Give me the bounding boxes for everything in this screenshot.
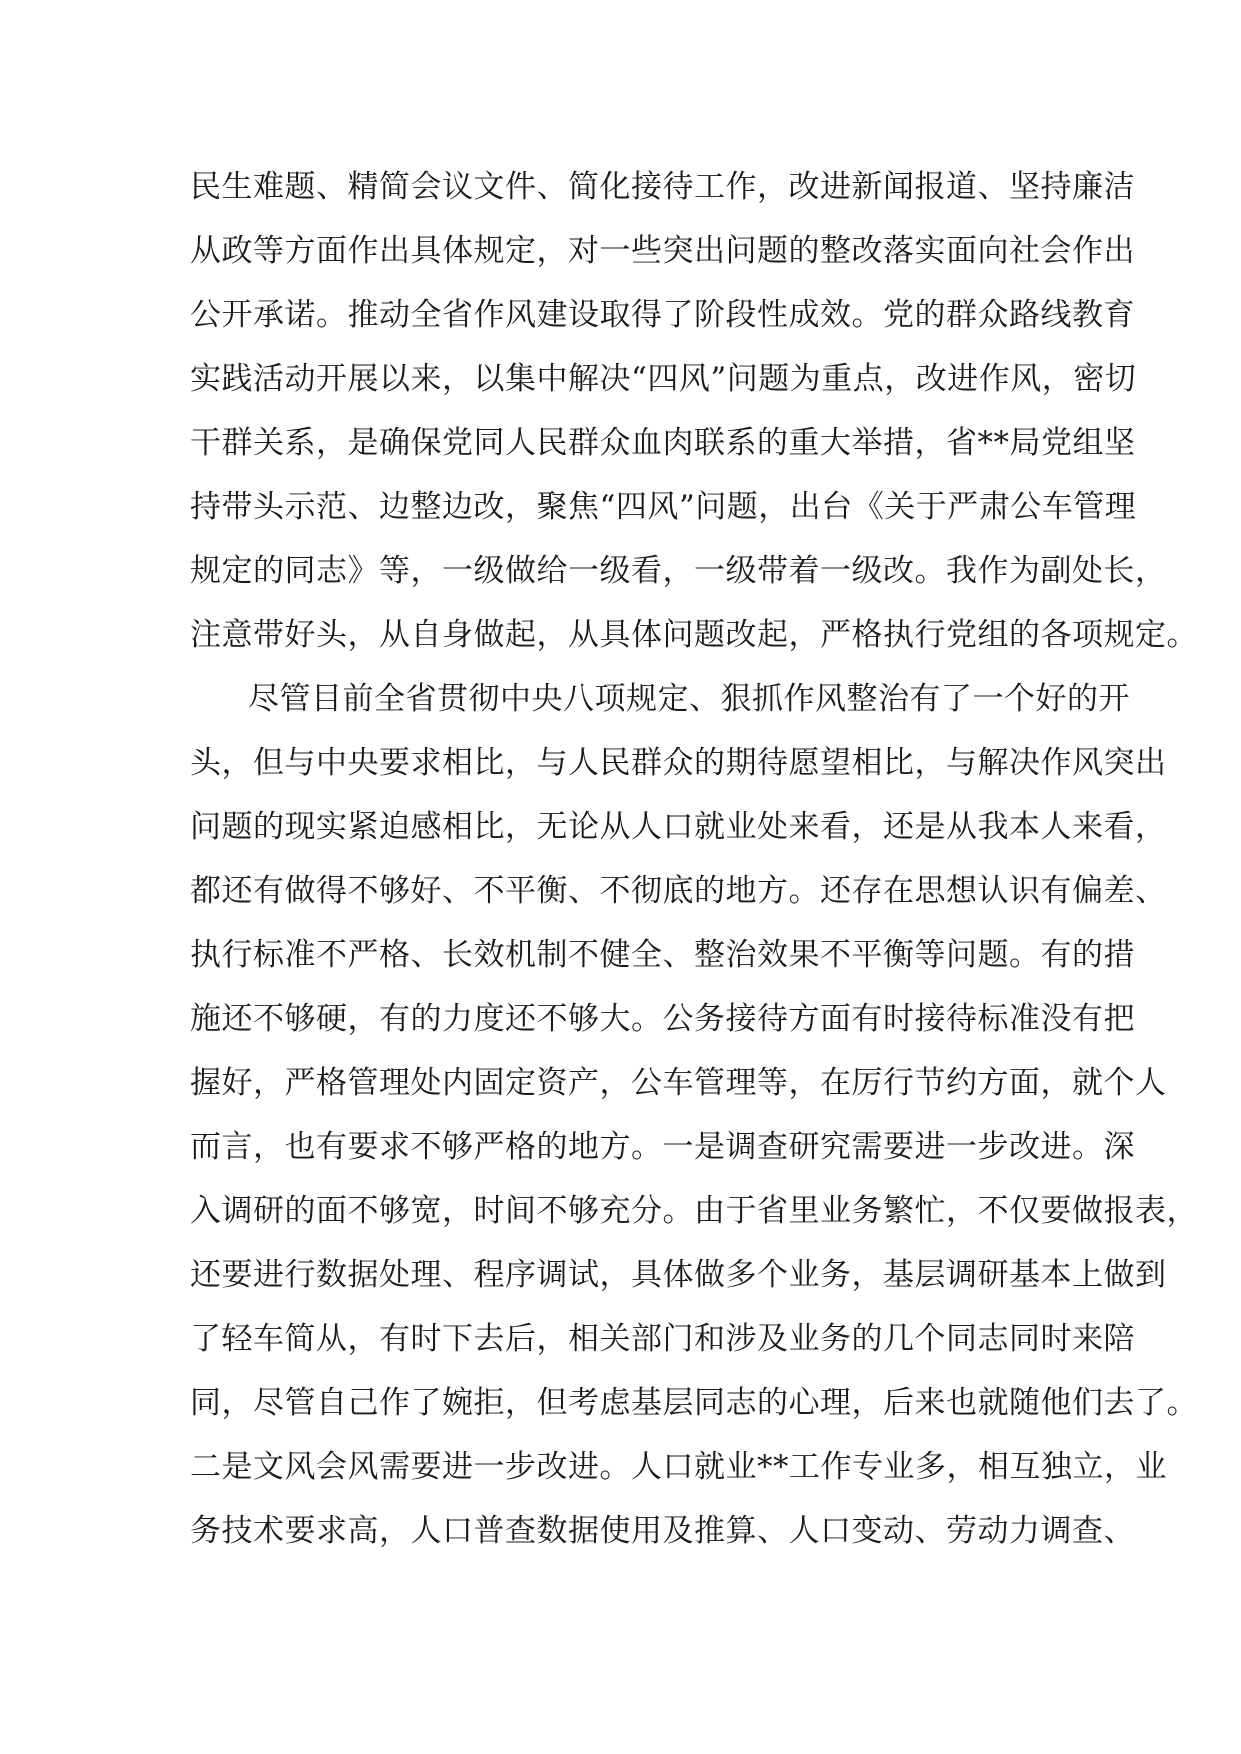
text-line: 民生难题、精简会议文件、简化接待工作，改进新闻报道、坚持廉洁 <box>190 169 1135 205</box>
text-line: 务技术要求高，人口普查数据使用及推算、人口变动、劳动力调查、 <box>190 1513 1135 1549</box>
text-line: 了轻车简从，有时下去后，相关部门和涉及业务的几个同志同时来陪 <box>190 1321 1135 1357</box>
text-line: 公开承诺。推动全省作风建设取得了阶段性成效。党的群众路线教育 <box>190 297 1135 333</box>
text-line: 施还不够硬，有的力度还不够大。公务接待方面有时接待标准没有把 <box>190 1001 1135 1037</box>
text-line: 从政等方面作出具体规定，对一些突出问题的整改落实面向社会作出 <box>190 233 1135 269</box>
text-line: 实践活动开展以来，以集中解决“四风”问题为重点，改进作风，密切 <box>190 361 1137 397</box>
text-line: 二是文风会风需要进一步改进。人口就业**工作专业多，相互独立，业 <box>190 1449 1167 1485</box>
text-line: 执行标准不严格、长效机制不健全、整治效果不平衡等问题。有的措 <box>190 937 1135 973</box>
text-line: 干群关系，是确保党同人民群众血肉联系的重大举措，省**局党组坚 <box>190 425 1136 461</box>
text-line-first: 尽管目前全省贯彻中央八项规定、狠抓作风整治有了一个好的开 <box>248 681 1130 717</box>
text-line: 问题的现实紧迫感相比，无论从人口就业处来看，还是从我本人来看， <box>190 809 1167 845</box>
text-line: 还要进行数据处理、程序调试，具体做多个业务，基层调研基本上做到 <box>190 1257 1167 1293</box>
text-line: 同，尽管自己作了婉拒，但考虑基层同志的心理，后来也就随他们去了。 <box>190 1385 1198 1421</box>
text-line: 头，但与中央要求相比，与人民群众的期待愿望相比，与解决作风突出 <box>190 745 1167 781</box>
text-line: 握好，严格管理处内固定资产，公车管理等，在厉行节约方面，就个人 <box>190 1065 1167 1101</box>
paragraph-1 <box>190 155 1198 667</box>
text-line: 规定的同志》等，一级做给一级看，一级带着一级改。我作为副处长， <box>190 553 1167 589</box>
text-line: 注意带好头，从自身做起，从具体问题改起，严格执行党组的各项规定。 <box>190 617 1198 653</box>
paragraph-2 <box>190 667 1198 1563</box>
text-line: 而言，也有要求不够严格的地方。一是调查研究需要进一步改进。深 <box>190 1129 1135 1165</box>
text-line: 持带头示范、边整边改，聚焦“四风”问题，出台《关于严肃公车管理 <box>190 489 1137 525</box>
document-page <box>190 155 1198 1563</box>
text-line: 都还有做得不够好、不平衡、不彻底的地方。还存在思想认识有偏差、 <box>190 873 1167 909</box>
text-line: 入调研的面不够宽，时间不够充分。由于省里业务繁忙，不仅要做报表， <box>190 1193 1198 1229</box>
